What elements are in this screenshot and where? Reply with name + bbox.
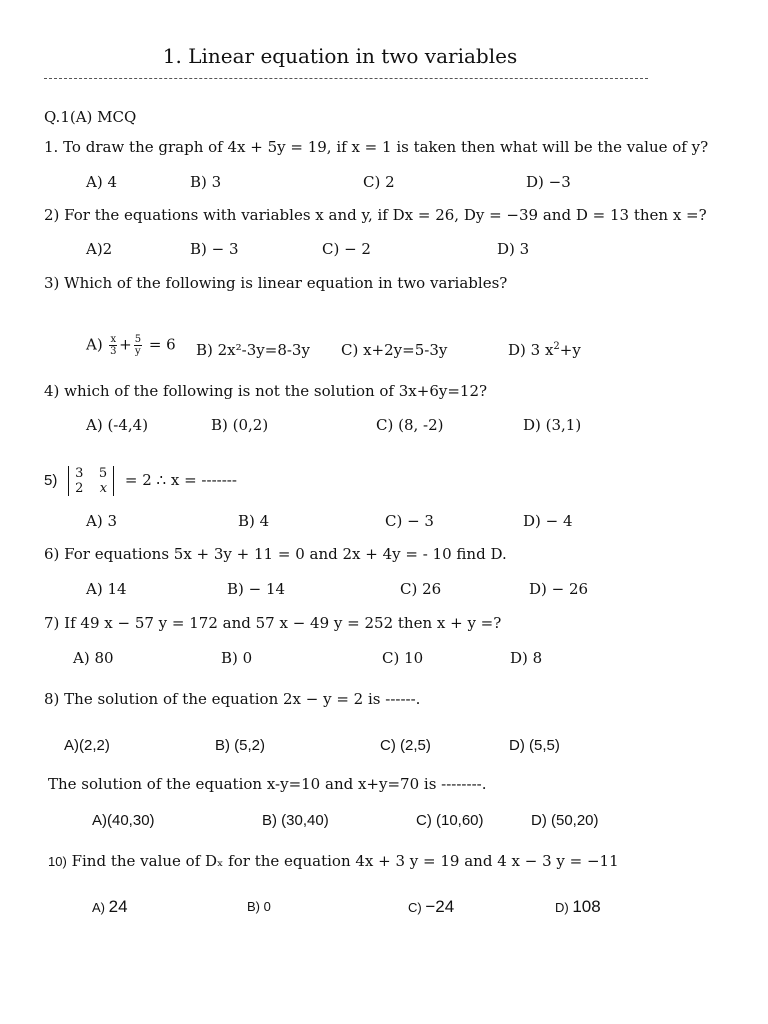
q1-option-a: A) 4 bbox=[86, 173, 117, 191]
section-heading: Q.1(A) MCQ bbox=[44, 108, 137, 126]
q10-a-pre: A) bbox=[92, 900, 109, 915]
q7-option-a: A) 80 bbox=[73, 649, 114, 667]
q1-option-c: C) 2 bbox=[363, 173, 395, 191]
q9-option-a: A)(40,30) bbox=[92, 812, 155, 829]
q10-option-c bbox=[408, 897, 454, 917]
q3-d-base: D) 3 x bbox=[508, 341, 554, 359]
q8-option-a: A)(2,2) bbox=[64, 737, 110, 754]
q3-frac2-num: 5 bbox=[134, 334, 142, 345]
det-a22: x bbox=[99, 481, 108, 496]
question-2: 2) For the equations with variables x and y, if Dx = 26, Dy = −39 and D = 13 then x =? bbox=[44, 206, 707, 224]
q5-option-a: A) 3 bbox=[86, 512, 117, 530]
page-title: 1. Linear equation in two variables bbox=[162, 44, 518, 68]
q10-a-val: 24 bbox=[108, 897, 128, 916]
question-6: 6) For equations 5x + 3y + 11 = 0 and 2x + 4y = - 10 find D. bbox=[44, 545, 507, 563]
q3-frac1-num: x bbox=[110, 334, 117, 345]
question-8: 8) The solution of the equation 2x − y = 2 is ------. bbox=[44, 690, 421, 708]
det-a21: 2 bbox=[75, 481, 84, 496]
q3-frac1-den: 3 bbox=[110, 346, 117, 357]
q2-option-b: B) − 3 bbox=[190, 240, 239, 258]
q5-option-c: C) − 3 bbox=[385, 512, 434, 530]
q4-option-c: C) (8, -2) bbox=[376, 416, 444, 434]
q3-a-rest: = 6 bbox=[148, 335, 176, 354]
q10-option-a bbox=[92, 897, 128, 917]
q5-rest: = 2 ∴ x = ------- bbox=[124, 471, 237, 489]
q3-d-rest: +y bbox=[559, 341, 581, 359]
q9-option-d: D) (50,20) bbox=[531, 812, 599, 829]
q2-option-d: D) 3 bbox=[497, 240, 530, 258]
question-4: 4) which of the following is not the solution of 3x+6y=12? bbox=[44, 382, 488, 400]
q10-option-b: B) 0 bbox=[247, 899, 271, 914]
det-a12: 5 bbox=[98, 466, 108, 481]
question-1: 1. To draw the graph of 4x + 5y = 19, if x = 1 is taken then what will be the value of y? bbox=[44, 138, 709, 156]
q3-a-prefix: A) bbox=[86, 335, 103, 354]
q8-option-d: D) (5,5) bbox=[509, 737, 560, 754]
q6-option-a: A) 14 bbox=[86, 580, 127, 598]
q9-option-c: C) (10,60) bbox=[416, 812, 484, 829]
q10-d-pre: D) bbox=[555, 900, 573, 915]
q6-option-c: C) 26 bbox=[400, 580, 442, 598]
question-5 bbox=[44, 466, 237, 496]
q3-option-a bbox=[86, 334, 176, 357]
q10-c-val: −24 bbox=[425, 897, 455, 916]
q3-option-d bbox=[508, 341, 581, 359]
q3-option-c: C) x+2y=5-3y bbox=[341, 341, 448, 359]
q10-c-pre: C) bbox=[408, 900, 426, 915]
q10-text: Find the value of Dₓ for the equation 4x + 3 y = 19 and 4 x − 3 y = −11 bbox=[71, 852, 619, 870]
q1-option-b: B) 3 bbox=[190, 173, 222, 191]
fraction-5-over-y bbox=[134, 334, 142, 357]
question-10 bbox=[48, 852, 619, 870]
q4-option-a: A) (-4,4) bbox=[86, 416, 149, 434]
q2-option-a: A)2 bbox=[86, 240, 113, 258]
q10-option-d bbox=[555, 897, 601, 917]
q7-option-c: C) 10 bbox=[382, 649, 424, 667]
q9-option-b: B) (30,40) bbox=[262, 812, 329, 829]
q5-label: 5) bbox=[44, 472, 58, 489]
q6-option-b: B) − 14 bbox=[227, 580, 286, 598]
divider bbox=[44, 78, 648, 79]
q10-label: 10) bbox=[48, 854, 67, 869]
fraction-x-over-3 bbox=[109, 334, 117, 357]
q8-option-c: C) (2,5) bbox=[380, 737, 431, 754]
question-3: 3) Which of the following is linear equation in two variables? bbox=[44, 274, 508, 292]
question-7: 7) If 49 x − 57 y = 172 and 57 x − 49 y = 252 then x + y =? bbox=[44, 614, 502, 632]
q8-option-b: B) (5,2) bbox=[215, 737, 266, 754]
q5-option-b: B) 4 bbox=[238, 512, 270, 530]
q1-option-d: D) −3 bbox=[526, 173, 571, 191]
q2-option-c: C) − 2 bbox=[322, 240, 371, 258]
q3-plus: + bbox=[119, 335, 132, 354]
determinant bbox=[68, 466, 114, 496]
q4-option-b: B) (0,2) bbox=[211, 416, 269, 434]
q3-option-b: B) 2x²-3y=8-3y bbox=[196, 341, 310, 359]
q3-d-exp: 2 bbox=[553, 341, 560, 352]
det-a11: 3 bbox=[75, 466, 84, 481]
q7-option-d: D) 8 bbox=[510, 649, 543, 667]
q3-frac2-den: y bbox=[135, 346, 141, 357]
q7-option-b: B) 0 bbox=[221, 649, 253, 667]
q10-d-val: 108 bbox=[572, 897, 601, 916]
q6-option-d: D) − 26 bbox=[529, 580, 589, 598]
q4-option-d: D) (3,1) bbox=[523, 416, 582, 434]
q5-option-d: D) − 4 bbox=[523, 512, 573, 530]
question-9: The solution of the equation x-y=10 and x+y=70 is --------. bbox=[48, 775, 487, 793]
